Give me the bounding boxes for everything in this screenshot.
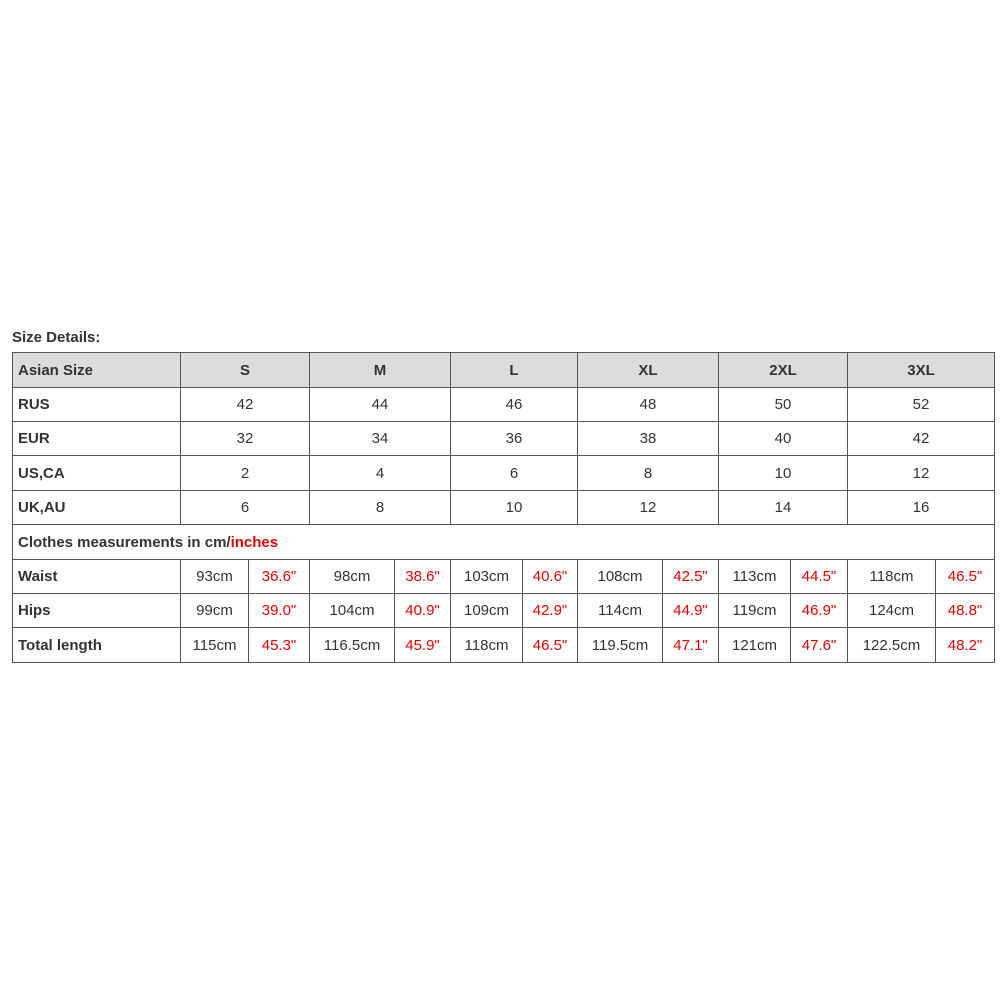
size-value-eur: 40 — [718, 421, 848, 456]
total-length-cm-value: 115cm — [180, 627, 249, 663]
waist-inch-value: 44.5" — [790, 559, 848, 594]
size-value-uk-au: 12 — [577, 490, 719, 525]
total-length-cm-value: 118cm — [450, 627, 523, 663]
hips-cm-value: 124cm — [847, 593, 936, 628]
waist-cm-value: 113cm — [718, 559, 791, 594]
size-value-uk-au: 8 — [309, 490, 451, 525]
row-label-uk-au: UK,AU — [12, 490, 181, 525]
hips-inch-value: 48.8" — [935, 593, 995, 628]
size-header-xl: XL — [577, 352, 719, 388]
hips-cm-value: 109cm — [450, 593, 523, 628]
size-value-uk-au: 14 — [718, 490, 848, 525]
waist-cm-value: 108cm — [577, 559, 663, 594]
size-header-l: L — [450, 352, 578, 388]
waist-cm-value: 103cm — [450, 559, 523, 594]
total-length-cm-value: 122.5cm — [847, 627, 936, 663]
size-value-eur: 32 — [180, 421, 310, 456]
size-value-us-ca: 10 — [718, 455, 848, 491]
size-value-uk-au: 16 — [847, 490, 995, 525]
hips-cm-value: 119cm — [718, 593, 791, 628]
row-label-us-ca: US,CA — [12, 455, 181, 491]
size-value-us-ca: 2 — [180, 455, 310, 491]
hips-inch-value: 39.0" — [248, 593, 310, 628]
size-value-uk-au: 10 — [450, 490, 578, 525]
size-value-rus: 44 — [309, 387, 451, 422]
total-length-inch-value: 47.1" — [662, 627, 719, 663]
size-value-us-ca: 4 — [309, 455, 451, 491]
waist-inch-value: 46.5" — [935, 559, 995, 594]
header-label-asian-size: Asian Size — [12, 352, 181, 388]
total-length-cm-value: 121cm — [718, 627, 791, 663]
size-value-us-ca: 12 — [847, 455, 995, 491]
size-value-rus: 50 — [718, 387, 848, 422]
waist-inch-value: 36.6" — [248, 559, 310, 594]
hips-inch-value: 46.9" — [790, 593, 848, 628]
row-label-total-length: Total length — [12, 627, 181, 663]
waist-inch-value: 42.5" — [662, 559, 719, 594]
hips-cm-value: 114cm — [577, 593, 663, 628]
waist-cm-value: 98cm — [309, 559, 395, 594]
total-length-inch-value: 45.3" — [248, 627, 310, 663]
total-length-cm-value: 116.5cm — [309, 627, 395, 663]
size-value-eur: 42 — [847, 421, 995, 456]
waist-cm-value: 118cm — [847, 559, 936, 594]
row-label-eur: EUR — [12, 421, 181, 456]
size-value-eur: 34 — [309, 421, 451, 456]
size-details-title: Size Details: — [12, 329, 101, 346]
waist-inch-value: 40.6" — [522, 559, 578, 594]
total-length-inch-value: 48.2" — [935, 627, 995, 663]
size-value-rus: 42 — [180, 387, 310, 422]
hips-cm-value: 99cm — [180, 593, 249, 628]
size-header-3xl: 3XL — [847, 352, 995, 388]
size-value-rus: 46 — [450, 387, 578, 422]
size-header-s: S — [180, 352, 310, 388]
hips-cm-value: 104cm — [309, 593, 395, 628]
row-label-hips: Hips — [12, 593, 181, 628]
total-length-inch-value: 47.6" — [790, 627, 848, 663]
size-value-uk-au: 6 — [180, 490, 310, 525]
total-length-inch-value: 46.5" — [522, 627, 578, 663]
hips-inch-value: 40.9" — [394, 593, 451, 628]
size-header-2xl: 2XL — [718, 352, 848, 388]
hips-inch-value: 42.9" — [522, 593, 578, 628]
size-value-eur: 38 — [577, 421, 719, 456]
row-label-rus: RUS — [12, 387, 181, 422]
measurements-caption-inches: inches — [230, 533, 279, 551]
size-header-m: M — [309, 352, 451, 388]
total-length-cm-value: 119.5cm — [577, 627, 663, 663]
measurements-caption — [12, 524, 995, 560]
waist-cm-value: 93cm — [180, 559, 249, 594]
size-value-eur: 36 — [450, 421, 578, 456]
measurements-caption-text: Clothes measurements in cm/ — [18, 533, 231, 551]
size-value-us-ca: 6 — [450, 455, 578, 491]
size-value-us-ca: 8 — [577, 455, 719, 491]
row-label-waist: Waist — [12, 559, 181, 594]
size-value-rus: 52 — [847, 387, 995, 422]
total-length-inch-value: 45.9" — [394, 627, 451, 663]
waist-inch-value: 38.6" — [394, 559, 451, 594]
size-value-rus: 48 — [577, 387, 719, 422]
hips-inch-value: 44.9" — [662, 593, 719, 628]
